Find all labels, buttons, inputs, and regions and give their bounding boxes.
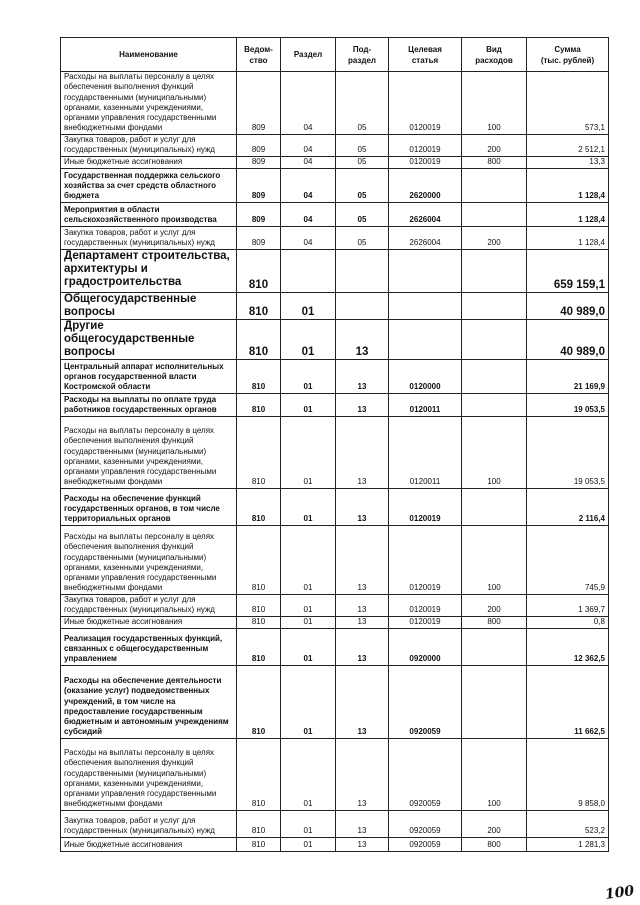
cell-tselevaya-statya: 0120019	[389, 488, 462, 525]
header-tselevaya-statya: Целевая статья	[389, 38, 462, 72]
cell-tselevaya-statya: 2626004	[389, 226, 462, 249]
cell-razdel: 01	[281, 738, 336, 810]
cell-vedomstvo: 809	[237, 156, 281, 168]
cell-name: Иные бюджетные ассигнования	[61, 837, 237, 851]
cell-tselevaya-statya: 0120019	[389, 594, 462, 616]
cell-tselevaya-statya: 2620000	[389, 168, 462, 202]
cell-vid-raskhodov: 100	[462, 416, 527, 488]
cell-vedomstvo: 809	[237, 226, 281, 249]
cell-tselevaya-statya: 2626004	[389, 202, 462, 226]
cell-podrazdel: 13	[336, 525, 389, 594]
cell-vid-raskhodov: 200	[462, 226, 527, 249]
cell-tselevaya-statya: 0920059	[389, 738, 462, 810]
cell-vid-raskhodov	[462, 168, 527, 202]
cell-vedomstvo: 809	[237, 202, 281, 226]
cell-name: Закупка товаров, работ и услуг для государственных (муниципальных) нужд	[61, 810, 237, 837]
cell-name: Расходы на обеспечение деятельности (оказание услуг) подведомственных учреждений, в том числе на предоставление государственным бюджетным и автономным учреждениям субсидий	[61, 665, 237, 738]
table-row	[61, 837, 609, 851]
cell-razdel: 01	[281, 416, 336, 488]
cell-vid-raskhodov	[462, 488, 527, 525]
cell-name: Мероприятия в области сельскохозяйственного производства	[61, 202, 237, 226]
cell-razdel: 04	[281, 168, 336, 202]
cell-summa: 523,2	[527, 810, 609, 837]
cell-summa: 1 369,7	[527, 594, 609, 616]
cell-name: Другие общегосударственные вопросы	[61, 319, 237, 359]
cell-razdel: 01	[281, 837, 336, 851]
cell-podrazdel: 13	[336, 616, 389, 628]
cell-razdel: 04	[281, 134, 336, 156]
table-row	[61, 488, 609, 525]
table-row	[61, 72, 609, 135]
cell-name: Закупка товаров, работ и услуг для государственных (муниципальных) нужд	[61, 134, 237, 156]
cell-podrazdel: 05	[336, 226, 389, 249]
cell-tselevaya-statya: 0920059	[389, 665, 462, 738]
cell-vedomstvo: 810	[237, 416, 281, 488]
cell-podrazdel	[336, 249, 389, 292]
cell-razdel: 01	[281, 616, 336, 628]
cell-razdel: 04	[281, 72, 336, 135]
cell-podrazdel: 13	[336, 837, 389, 851]
cell-vid-raskhodov: 200	[462, 594, 527, 616]
cell-podrazdel: 13	[336, 665, 389, 738]
cell-summa: 1 128,4	[527, 168, 609, 202]
cell-tselevaya-statya: 0920059	[389, 837, 462, 851]
cell-podrazdel: 13	[336, 810, 389, 837]
cell-vid-raskhodov: 100	[462, 525, 527, 594]
cell-tselevaya-statya: 0120011	[389, 416, 462, 488]
cell-tselevaya-statya	[389, 292, 462, 319]
table-row	[61, 525, 609, 594]
cell-name: Закупка товаров, работ и услуг для государственных (муниципальных) нужд	[61, 594, 237, 616]
cell-razdel: 01	[281, 488, 336, 525]
cell-vedomstvo: 809	[237, 134, 281, 156]
header-name: Наименование	[61, 38, 237, 72]
header-vedomstvo: Ведом- ство	[237, 38, 281, 72]
cell-summa: 2 116,4	[527, 488, 609, 525]
cell-vid-raskhodov: 200	[462, 134, 527, 156]
cell-tselevaya-statya: 0120019	[389, 72, 462, 135]
cell-name: Иные бюджетные ассигнования	[61, 616, 237, 628]
cell-razdel: 01	[281, 292, 336, 319]
table-row	[61, 616, 609, 628]
cell-tselevaya-statya: 0120000	[389, 359, 462, 393]
table-row	[61, 359, 609, 393]
cell-razdel: 01	[281, 359, 336, 393]
cell-name: Расходы на выплаты по оплате труда работников государственных органов	[61, 393, 237, 416]
table-row	[61, 226, 609, 249]
cell-name: Иные бюджетные ассигнования	[61, 156, 237, 168]
cell-razdel	[281, 249, 336, 292]
cell-name: Расходы на выплаты персоналу в целях обеспечения выполнения функций государственными (муниципальными) органами, казенными учреждениями, органами управления государственными внебюджетными фондами	[61, 72, 237, 135]
table-header	[61, 38, 609, 72]
cell-name: Расходы на выплаты персоналу в целях обеспечения выполнения функций государственными (муниципальными) органами, казенными учреждениями, органами управления государственными внебюджетными фондами	[61, 525, 237, 594]
cell-name: Общегосударственные вопросы	[61, 292, 237, 319]
cell-vedomstvo: 810	[237, 488, 281, 525]
cell-summa: 0,8	[527, 616, 609, 628]
cell-summa: 2 512,1	[527, 134, 609, 156]
cell-vedomstvo: 809	[237, 168, 281, 202]
cell-vedomstvo: 810	[237, 665, 281, 738]
cell-summa: 9 858,0	[527, 738, 609, 810]
cell-vid-raskhodov: 100	[462, 72, 527, 135]
cell-vedomstvo: 810	[237, 525, 281, 594]
cell-podrazdel: 13	[336, 319, 389, 359]
cell-razdel: 01	[281, 628, 336, 665]
header-summa: Сумма (тыс. рублей)	[527, 38, 609, 72]
table-row	[61, 416, 609, 488]
cell-summa: 1 128,4	[527, 202, 609, 226]
header-podrazdel: Под- раздел	[336, 38, 389, 72]
table-row	[61, 628, 609, 665]
table-row	[61, 594, 609, 616]
table-row	[61, 156, 609, 168]
cell-summa: 13,3	[527, 156, 609, 168]
cell-tselevaya-statya: 0920059	[389, 810, 462, 837]
cell-podrazdel: 13	[336, 738, 389, 810]
cell-razdel: 01	[281, 393, 336, 416]
cell-tselevaya-statya	[389, 319, 462, 359]
cell-vid-raskhodov: 800	[462, 156, 527, 168]
cell-vedomstvo: 810	[237, 393, 281, 416]
cell-tselevaya-statya: 0120019	[389, 134, 462, 156]
cell-podrazdel: 05	[336, 168, 389, 202]
cell-vedomstvo: 810	[237, 249, 281, 292]
cell-vid-raskhodov: 200	[462, 810, 527, 837]
cell-summa: 1 128,4	[527, 226, 609, 249]
cell-name: Расходы на обеспечение функций государственных органов, в том числе территориальных органов	[61, 488, 237, 525]
cell-vedomstvo: 810	[237, 292, 281, 319]
cell-vedomstvo: 810	[237, 359, 281, 393]
cell-razdel: 04	[281, 202, 336, 226]
table-row	[61, 810, 609, 837]
cell-podrazdel: 13	[336, 628, 389, 665]
cell-vedomstvo: 810	[237, 628, 281, 665]
cell-vedomstvo: 810	[237, 319, 281, 359]
cell-podrazdel: 13	[336, 359, 389, 393]
cell-name: Расходы на выплаты персоналу в целях обеспечения выполнения функций государственными (муниципальными) органами, казенными учреждениями, органами управления государственными внебюджетными фондами	[61, 738, 237, 810]
table-row	[61, 292, 609, 319]
cell-vid-raskhodov	[462, 359, 527, 393]
cell-razdel: 04	[281, 156, 336, 168]
cell-summa: 19 053,5	[527, 393, 609, 416]
cell-summa: 21 169,9	[527, 359, 609, 393]
cell-vid-raskhodov	[462, 249, 527, 292]
cell-vid-raskhodov	[462, 628, 527, 665]
cell-vedomstvo: 810	[237, 837, 281, 851]
cell-summa: 40 989,0	[527, 292, 609, 319]
cell-tselevaya-statya: 0120019	[389, 525, 462, 594]
table-row	[61, 665, 609, 738]
cell-name: Центральный аппарат исполнительных органов государственной власти Костромской области	[61, 359, 237, 393]
cell-vid-raskhodov: 800	[462, 616, 527, 628]
table-row	[61, 738, 609, 810]
cell-name: Закупка товаров, работ и услуг для государственных (муниципальных) нужд	[61, 226, 237, 249]
cell-vedomstvo: 810	[237, 594, 281, 616]
cell-summa: 19 053,5	[527, 416, 609, 488]
cell-vid-raskhodov	[462, 665, 527, 738]
cell-name: Реализация государственных функций, связанных с общегосударственным управлением	[61, 628, 237, 665]
table-row	[61, 319, 609, 359]
cell-tselevaya-statya: 0120019	[389, 616, 462, 628]
cell-podrazdel: 13	[336, 594, 389, 616]
cell-vid-raskhodov	[462, 202, 527, 226]
cell-razdel: 04	[281, 226, 336, 249]
cell-tselevaya-statya	[389, 249, 462, 292]
cell-vedomstvo: 810	[237, 810, 281, 837]
cell-razdel: 01	[281, 665, 336, 738]
cell-vid-raskhodov: 800	[462, 837, 527, 851]
cell-razdel: 01	[281, 594, 336, 616]
cell-podrazdel: 13	[336, 393, 389, 416]
table-row	[61, 202, 609, 226]
cell-podrazdel: 05	[336, 72, 389, 135]
cell-tselevaya-statya: 0920000	[389, 628, 462, 665]
cell-tselevaya-statya: 0120011	[389, 393, 462, 416]
cell-vedomstvo: 809	[237, 72, 281, 135]
page-number: 100	[603, 883, 635, 903]
cell-vedomstvo: 810	[237, 738, 281, 810]
cell-summa: 40 989,0	[527, 319, 609, 359]
cell-podrazdel	[336, 292, 389, 319]
budget-table	[60, 37, 609, 852]
cell-tselevaya-statya: 0120019	[389, 156, 462, 168]
cell-podrazdel: 05	[336, 202, 389, 226]
cell-razdel: 01	[281, 810, 336, 837]
cell-name: Расходы на выплаты персоналу в целях обеспечения выполнения функций государственными (муниципальными) органами, казенными учреждениями, органами управления государственными внебюджетными фондами	[61, 416, 237, 488]
cell-podrazdel: 13	[336, 488, 389, 525]
cell-vedomstvo: 810	[237, 616, 281, 628]
table-row	[61, 393, 609, 416]
cell-vid-raskhodov	[462, 319, 527, 359]
cell-summa: 745,9	[527, 525, 609, 594]
cell-summa: 573,1	[527, 72, 609, 135]
table-row	[61, 168, 609, 202]
cell-razdel: 01	[281, 319, 336, 359]
cell-vid-raskhodov	[462, 393, 527, 416]
cell-summa: 11 662,5	[527, 665, 609, 738]
cell-podrazdel: 05	[336, 156, 389, 168]
cell-name: Государственная поддержка сельского хозяйства за счет средств областного бюджета	[61, 168, 237, 202]
cell-vid-raskhodov: 100	[462, 738, 527, 810]
cell-name: Департамент строительства, архитектуры и градостроительства	[61, 249, 237, 292]
cell-summa: 1 281,3	[527, 837, 609, 851]
table-row	[61, 134, 609, 156]
cell-summa: 12 362,5	[527, 628, 609, 665]
header-vid-raskhodov: Вид расходов	[462, 38, 527, 72]
table-row	[61, 249, 609, 292]
header-razdel: Раздел	[281, 38, 336, 72]
cell-summa: 659 159,1	[527, 249, 609, 292]
table-body	[61, 72, 609, 852]
cell-vid-raskhodov	[462, 292, 527, 319]
cell-podrazdel: 05	[336, 134, 389, 156]
cell-razdel: 01	[281, 525, 336, 594]
cell-podrazdel: 13	[336, 416, 389, 488]
